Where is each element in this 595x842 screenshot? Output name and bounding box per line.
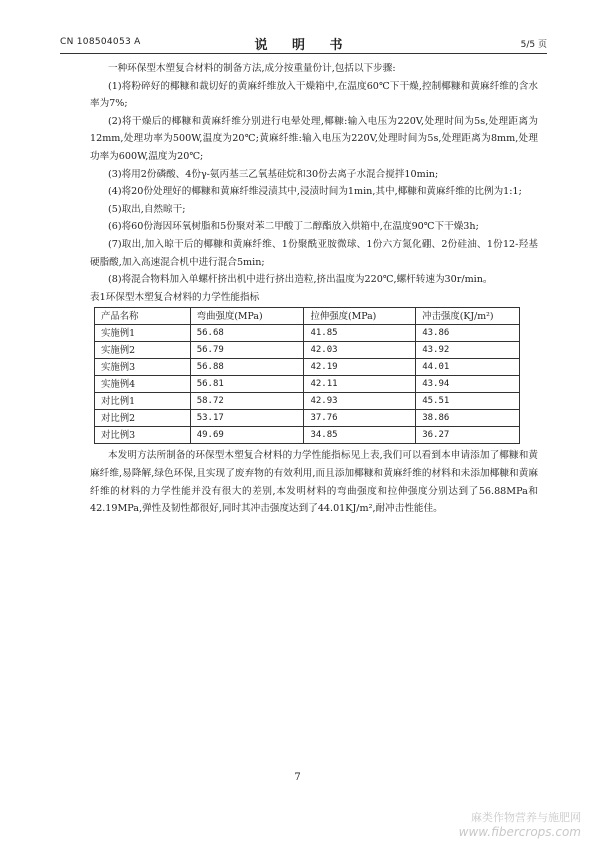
step-paragraph: (2)将干燥后的椰糠和黄麻纤维分别进行电晕处理,椰糠:输入电压为220V,处理时间为5s,处理距离为12mm,处理功率为500W,温度为20℃;黄麻纤维:输入电压为220V,处理时间为5s,处理距离为8mm,处理功率为600W,温度为20℃; [90, 115, 538, 162]
step-paragraph: (1)将粉碎好的椰糠和裁切好的黄麻纤维放入干燥箱中,在温度60℃下干燥,控制椰糠和黄麻纤维的含水率为7%; [90, 80, 538, 110]
table-row [95, 325, 520, 342]
column-header: 冲击强度(KJ/m²) [416, 308, 520, 325]
header-page-indicator: 5/5 页 [520, 40, 547, 50]
step-paragraph: (8)将混合物料加入单螺杆挤出机中进行挤出造粒,挤出温度为220℃,螺杆转速为30r/min。 [108, 274, 493, 286]
site-watermark [459, 810, 581, 840]
step-paragraph: (3)将用2份磷酸、4份γ-氨丙基三乙氧基硅烷和30份去离子水混合搅拌10min; [108, 168, 439, 180]
step-paragraph: (5)取出,自然晾干; [108, 203, 186, 215]
table-cell: 42.03 [304, 342, 416, 359]
table-cell: 58.72 [190, 393, 304, 410]
table-cell: 实施例4 [95, 376, 191, 393]
step-paragraph: (4)将20份处理好的椰糠和黄麻纤维浸渍其中,浸渍时间为1min,其中,椰糠和黄麻纤维的比例为1:1; [108, 186, 522, 198]
table-cell: 36.27 [416, 427, 520, 444]
table-cell: 对比例2 [95, 410, 191, 427]
table-cell: 49.69 [190, 427, 304, 444]
table-cell: 实施例3 [95, 359, 191, 376]
table-cell: 41.85 [304, 325, 416, 342]
table-row [95, 376, 520, 393]
table-cell: 42.11 [304, 376, 416, 393]
table-header-row [95, 308, 520, 325]
table-cell: 44.01 [416, 359, 520, 376]
column-header: 拉伸强度(MPa) [304, 308, 416, 325]
table-cell: 45.51 [416, 393, 520, 410]
document-title: 说 明 书 [254, 38, 353, 53]
conclusion-paragraph: 本发明方法所制备的环保型木塑复合材料的力学性能指标见上表,我们可以看到本申请添加了椰糠和黄麻纤维,易降解,绿色环保,且实现了废弃物的有效利用,而且添加椰糠和黄麻纤维的材料和未添加椰糠和黄麻纤维的材料的力学性能并没有很大的差别,本发明材料的弯曲强度和拉伸强度分别达到了56.88MPa和42.19MPa,弹性及韧性都很好,同时其冲击强度达到了44.01KJ/m²,耐冲击性能佳。 [90, 450, 538, 515]
table-cell: 对比例1 [95, 393, 191, 410]
intro-paragraph: 一种环保型木塑复合材料的制备方法,成分按重量份计,包括以下步骤: [108, 63, 396, 74]
table-cell: 34.85 [304, 427, 416, 444]
footer-page-number: 7 [294, 772, 301, 783]
table-cell: 42.93 [304, 393, 416, 410]
table-row [95, 359, 520, 376]
table-cell: 43.86 [416, 325, 520, 342]
watermark-url: www.fibercrops.com [458, 825, 581, 839]
table-cell: 实施例1 [95, 325, 191, 342]
step-paragraph: (6)将60份海因环氧树脂和5份聚对苯二甲酸丁二醇酯放入烘箱中,在温度90℃下干燥3h; [108, 221, 479, 233]
table-caption: 表1环保型木塑复合材料的力学性能指标 [90, 291, 260, 303]
document-body [90, 60, 538, 518]
table-cell: 56.79 [190, 342, 304, 359]
table-cell: 56.81 [190, 376, 304, 393]
table-cell: 实施例2 [95, 342, 191, 359]
table-row [95, 342, 520, 359]
table-cell: 37.76 [304, 410, 416, 427]
table-row [95, 393, 520, 410]
table-cell: 56.88 [190, 359, 304, 376]
table-cell: 38.86 [416, 410, 520, 427]
header-divider [60, 53, 547, 54]
page-header [60, 34, 547, 53]
column-header: 产品名称 [95, 308, 191, 325]
table-cell: 53.17 [190, 410, 304, 427]
table-cell: 43.94 [416, 376, 520, 393]
step-paragraph: (7)取出,加入晾干后的椰糠和黄麻纤维、1份聚酰亚胺微球、1份六方氮化硼、2份硅油、1份12-羟基硬脂酸,加入高速混合机中进行混合5min; [90, 238, 538, 268]
table-cell: 56.68 [190, 325, 304, 342]
table-row [95, 410, 520, 427]
publication-number: CN 108504053 A [60, 37, 141, 47]
table-cell: 对比例3 [95, 427, 191, 444]
table-cell: 42.19 [304, 359, 416, 376]
table-cell: 43.92 [416, 342, 520, 359]
column-header: 弯曲强度(MPa) [190, 308, 304, 325]
mechanical-properties-table [94, 307, 520, 444]
table-row [95, 427, 520, 444]
watermark-site-name: 麻类作物营养与施肥网 [471, 811, 581, 824]
